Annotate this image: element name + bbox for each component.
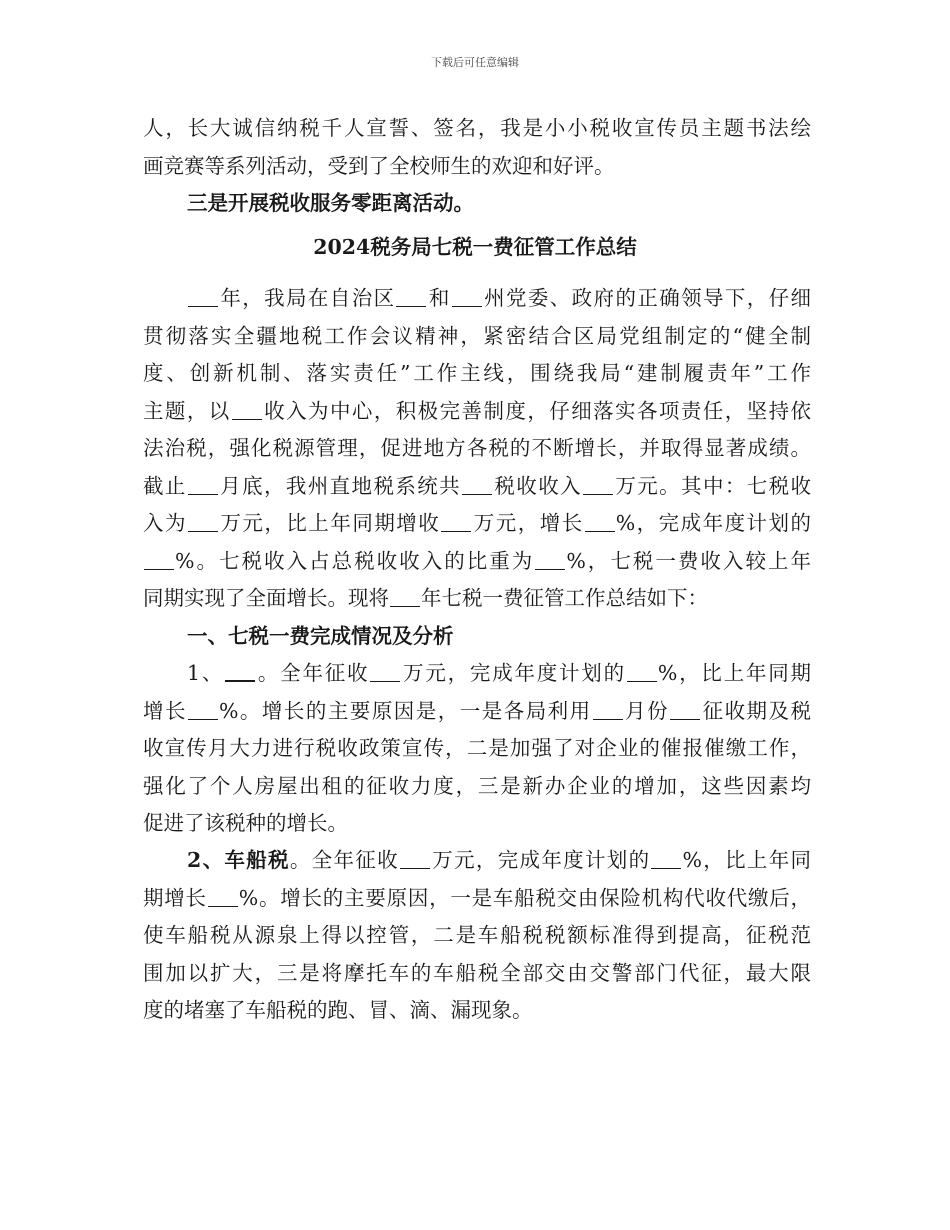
item1-paragraph bbox=[143, 655, 811, 843]
blank-field bbox=[390, 605, 420, 607]
blank-field bbox=[370, 680, 400, 682]
summary-paragraph bbox=[143, 280, 811, 655]
blank-field bbox=[188, 493, 218, 495]
item1-text: 。全年征收 bbox=[256, 661, 370, 685]
item1-text: 征收期及税 bbox=[701, 698, 811, 723]
blank-field bbox=[232, 418, 262, 420]
item2-line-3: 使车船税从源泉上得以控管，二是车船税税额标准得到提高，征税范 bbox=[143, 923, 811, 947]
blank-field bbox=[535, 568, 565, 570]
item2-text: %。增长的主要原因，一是车船税交由保险机构代收代缴后， bbox=[238, 885, 811, 910]
para1-text: %，七税一费收入较上年 bbox=[566, 548, 811, 573]
intro-heading-3: 三是开展税收服务零距离活动。 bbox=[187, 191, 474, 215]
blank-field bbox=[188, 530, 218, 532]
item1-number: 1、 bbox=[187, 661, 225, 685]
blank-field bbox=[396, 305, 426, 307]
para1-text: 州党委、政府的正确领导下，仔细 bbox=[482, 286, 811, 310]
item1-text: 万元，完成年度计划的 bbox=[401, 661, 626, 685]
intro-paragraph bbox=[143, 110, 811, 223]
para1-line-3: 度、创新机制、落实责任”工作主线，围绕我局“建制履责年”工作 bbox=[143, 361, 811, 385]
para1-text: 主题，以 bbox=[143, 398, 231, 423]
document-title: 2024税务局七税一费征管工作总结 bbox=[313, 235, 637, 259]
blank-field bbox=[208, 905, 238, 907]
item1-line-3: 收宣传月大力进行税收政策宣传，二是加强了对企业的催报催缴工作， bbox=[143, 736, 811, 760]
item2-text: %，比上年同 bbox=[682, 848, 811, 872]
item2-line-1 bbox=[143, 842, 811, 880]
item1-line-4: 强化了个人房屋出租的征收力度，三是新办企业的增加，这些因素均 bbox=[143, 773, 811, 798]
para1-line-9 bbox=[143, 580, 811, 618]
item1-text: %，比上年同期 bbox=[657, 661, 811, 685]
para1-line-2: 贯彻落实全疆地税工作会议精神，紧密结合区局党组制定的“健全制 bbox=[143, 323, 811, 348]
item1-line-2 bbox=[143, 693, 811, 731]
blank-field bbox=[144, 568, 174, 570]
blank-field bbox=[670, 718, 700, 720]
blank-field bbox=[452, 305, 482, 307]
item1-text: %。增长的主要原因是，一是各局利用 bbox=[218, 698, 592, 723]
blank-field bbox=[651, 867, 681, 869]
para1-line-7 bbox=[143, 505, 811, 543]
para1-text: 和 bbox=[427, 286, 451, 310]
blank-field bbox=[441, 530, 471, 532]
para1-line-8 bbox=[143, 543, 811, 581]
item2-text: 。全年征收 bbox=[289, 848, 399, 872]
para1-line-5: 法治税，强化税源管理，促进地方各税的不断增长，并取得显著成绩。 bbox=[143, 436, 811, 460]
para1-text: 年七税一费征管工作总结如下： bbox=[421, 586, 708, 610]
item1-line-1 bbox=[143, 655, 811, 693]
para1-text: 截止 bbox=[143, 473, 187, 498]
para1-text: 收入为中心，积极完善制度，仔细落实各项责任，坚持依 bbox=[262, 398, 811, 423]
para1-text: 万元。其中：七税收 bbox=[613, 473, 811, 498]
para1-line-1 bbox=[143, 280, 811, 318]
item2-text: 万元，完成年度计划的 bbox=[430, 848, 651, 872]
item2-line-4: 围加以扩大，三是将摩托车的车船税全部交由交警部门代征，最大限 bbox=[143, 960, 811, 985]
item2-line-2 bbox=[143, 880, 811, 918]
item1-text: 月份 bbox=[623, 698, 670, 723]
item2-paragraph bbox=[143, 842, 811, 1030]
para1-text: 月底，我州直地税系统共 bbox=[218, 473, 462, 498]
blank-field bbox=[462, 493, 492, 495]
blank-field bbox=[225, 679, 255, 682]
item2-text: 期增长 bbox=[143, 885, 207, 910]
item2-label: 2、车船税 bbox=[187, 848, 290, 872]
para1-text: %，完成年度计划的 bbox=[615, 511, 811, 535]
item1-line-5: 促进了该税种的增长。 bbox=[143, 811, 348, 835]
para1-line-6 bbox=[143, 468, 811, 506]
para1-text: 同期实现了全面增长。现将 bbox=[143, 586, 389, 610]
para1-text: 年，我局在自治区 bbox=[219, 286, 396, 310]
para1-text: 万元，增长 bbox=[472, 511, 584, 535]
para1-text: 万元，比上年同期增收 bbox=[218, 511, 441, 535]
blank-field bbox=[400, 867, 430, 869]
para1-text: %。七税收入占总税收收入的比重为 bbox=[175, 548, 535, 573]
para1-text: 税收收入 bbox=[493, 473, 582, 498]
item2-line-5: 度的堵塞了车船税的跑、冒、滴、漏现象。 bbox=[143, 998, 533, 1022]
para1-line-4 bbox=[143, 393, 811, 431]
intro-line-2: 画竞赛等系列活动，受到了全校师生的欢迎和好评。 bbox=[143, 153, 615, 178]
item1-text: 增长 bbox=[143, 698, 187, 723]
blank-field bbox=[627, 680, 657, 682]
blank-field bbox=[585, 530, 615, 532]
section1-heading: 一、七税一费完成情况及分析 bbox=[187, 623, 454, 648]
para1-text: 入为 bbox=[143, 511, 187, 535]
blank-field bbox=[188, 305, 218, 307]
blank-field bbox=[593, 718, 623, 720]
blank-field bbox=[188, 718, 218, 720]
header-note: 下载后可任意编辑 bbox=[431, 56, 519, 69]
intro-line-1: 人，长大诚信纳税千人宣誓、签名，我是小小税收宣传员主题书法绘 bbox=[143, 116, 811, 140]
blank-field bbox=[583, 493, 613, 495]
